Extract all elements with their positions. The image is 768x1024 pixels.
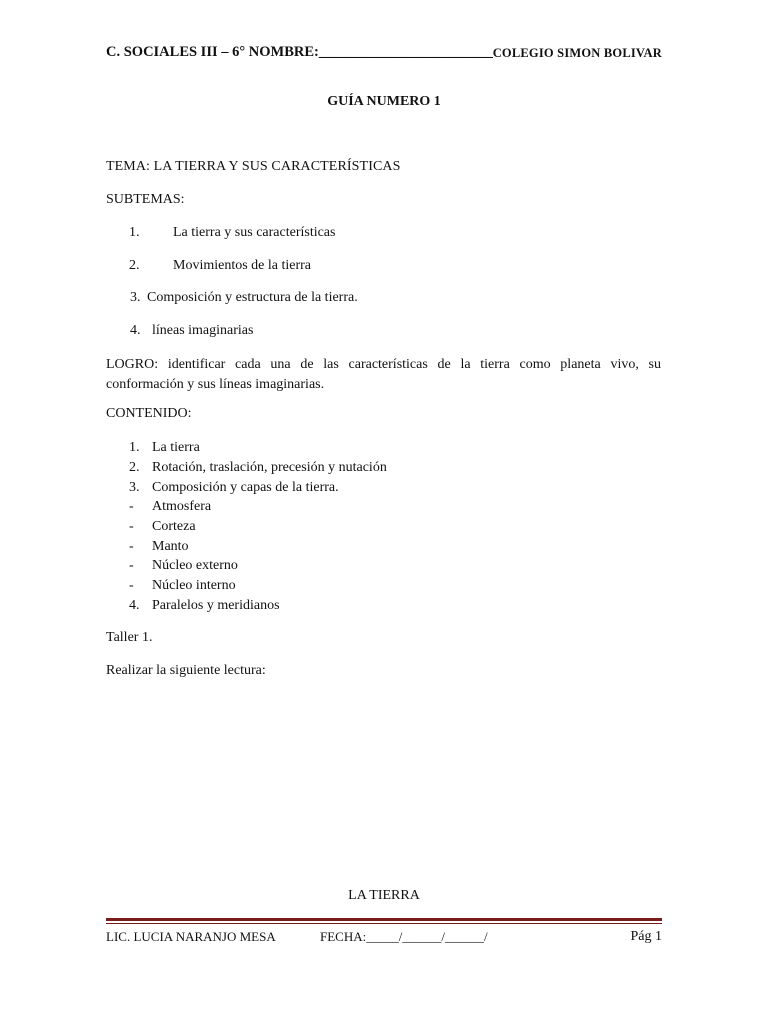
- footer-author: LIC. LUCIA NARANJO MESA: [106, 929, 276, 944]
- content-bullet: -: [129, 519, 134, 534]
- content-item: Composición y capas de la tierra.: [152, 480, 339, 495]
- workshop-label: Taller 1.: [106, 630, 153, 645]
- achievement-paragraph: LOGRO: identificar cada una de las características de la tierra como planeta vivo, su conformación y sus líneas imaginarias.: [106, 357, 661, 392]
- subtopic-text: líneas imaginarias: [152, 323, 254, 338]
- footer-date-field: FECHA:_____/______/______/: [320, 929, 488, 944]
- subtopic-text: Movimientos de la tierra: [173, 258, 312, 273]
- content-item: Núcleo interno: [152, 578, 236, 593]
- content-item: La tierra: [152, 440, 200, 455]
- content-number: 3.: [129, 480, 140, 495]
- content-item: Manto: [152, 539, 189, 554]
- reading-instruction: Realizar la siguiente lectura:: [106, 663, 266, 678]
- footer-divider-thick: [106, 918, 662, 921]
- header-school: COLEGIO SIMON BOLIVAR: [492, 46, 662, 60]
- section-title: LA TIERRA: [348, 888, 420, 903]
- content-number: 2.: [129, 460, 140, 475]
- content-item: Rotación, traslación, precesión y nutación: [152, 460, 387, 475]
- content-bullet: -: [129, 578, 134, 593]
- subtopic-number: 3.: [130, 290, 141, 305]
- content-bullet: -: [129, 499, 134, 514]
- subtopics-label: SUBTEMAS:: [106, 192, 185, 207]
- content-item: Corteza: [152, 519, 196, 534]
- subtopic-number: 1.: [129, 225, 140, 240]
- subtopic-number: 2.: [129, 258, 140, 273]
- subtopic-text: La tierra y sus características: [173, 225, 336, 240]
- topic-line: TEMA: LA TIERRA Y SUS CARACTERÍSTICAS: [106, 159, 401, 174]
- content-bullet: -: [129, 539, 134, 554]
- content-item: Atmosfera: [152, 499, 212, 514]
- content-number: 1.: [129, 440, 140, 455]
- page-number: Pág 1: [630, 929, 662, 944]
- content-bullet: -: [129, 558, 134, 573]
- content-number: 4.: [129, 598, 140, 613]
- content-item: Paralelos y meridianos: [152, 598, 280, 613]
- footer-divider-thin: [106, 923, 662, 924]
- content-label: CONTENIDO:: [106, 406, 192, 421]
- subtopic-text: Composición y estructura de la tierra.: [147, 290, 358, 305]
- header-subject-name: C. SOCIALES III – 6° NOMBRE:________________________: [106, 44, 493, 60]
- guide-title: GUÍA NUMERO 1: [327, 94, 441, 109]
- content-item: Núcleo externo: [152, 558, 238, 573]
- subtopic-number: 4.: [130, 323, 141, 338]
